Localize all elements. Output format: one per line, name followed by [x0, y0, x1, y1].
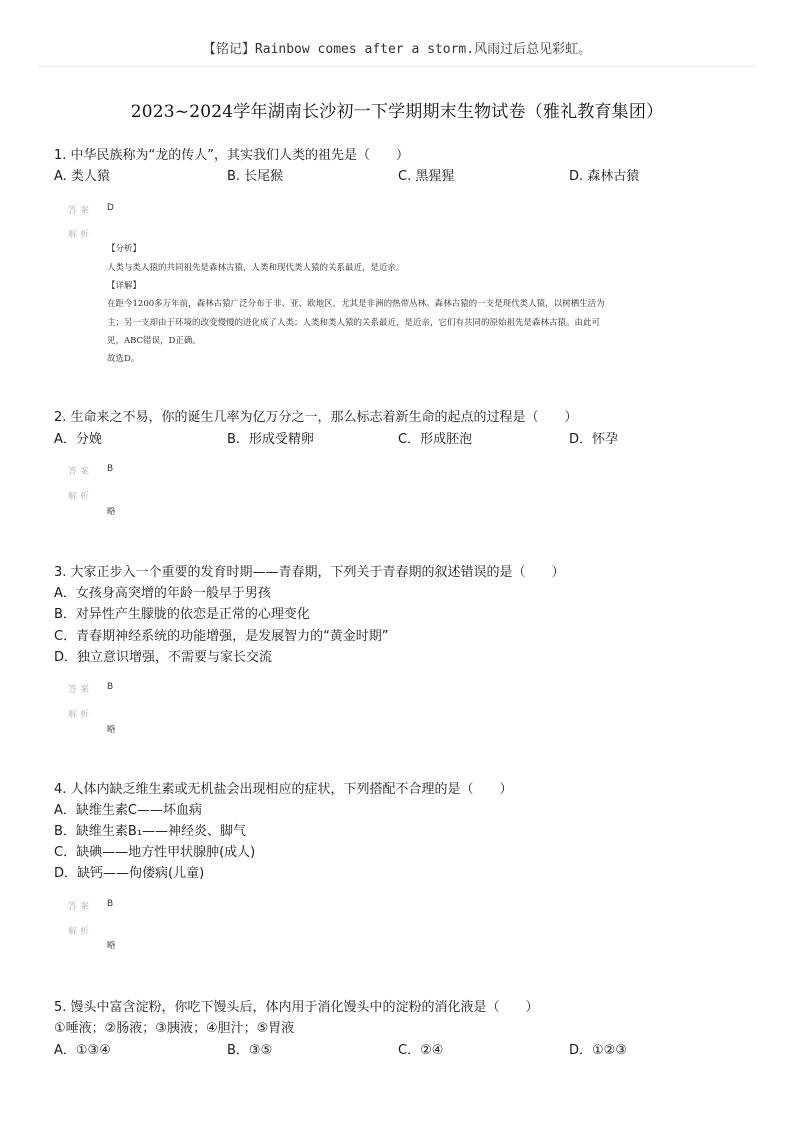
option-b: B．形成受精卵	[227, 432, 314, 447]
detail-text: 在距今1200多万年前，森林古猿广泛分布于非、亚、欧地区，尤其是非洲的热带丛林。森林古猿的一支是现代类人猿，以树栖生活为	[107, 299, 605, 309]
header-divider	[38, 66, 756, 67]
option-b: B．对异性产生朦胧的依恋是正常的心理变化	[54, 607, 310, 622]
option-c: C．青春期神经系统的功能增强，是发展智力的“黄金时期”	[54, 629, 389, 644]
question-stem: 2. 生命来之不易，你的诞生几率为亿万分之一，那么标志着新生命的起点的过程是（ ）	[54, 410, 578, 425]
option-b: B．缺维生素B₁——神经炎、脚气	[54, 824, 247, 839]
detail-tag: 【详解】	[107, 281, 142, 291]
analysis-text: 略	[107, 941, 116, 951]
answer-value: B	[107, 899, 114, 909]
answer-value: D	[107, 203, 114, 213]
header-motto: 【铭记】Rainbow comes after a storm.风雨过后总见彩虹。	[202, 42, 592, 57]
question-stem: 1. 中华民族称为“龙的传人”，其实我们人类的祖先是（ ）	[54, 148, 410, 163]
option-c: C. 黑猩猩	[398, 169, 455, 184]
option-b: B. 长尾猴	[227, 169, 284, 184]
question-stem: 5. 馒头中富含淀粉，你吃下馒头后，体内用于消化馒头中的淀粉的消化液是（ ）	[54, 1000, 539, 1015]
analysis-text: 略	[107, 507, 116, 517]
question-substatement: ①唾液；②肠液；③胰液；④胆汁；⑤胃液	[54, 1021, 295, 1036]
answer-label: 答案	[68, 685, 93, 695]
option-c: C．形成胚泡	[398, 432, 473, 447]
analysis-label: 解析	[68, 492, 93, 502]
option-b: B．③⑤	[227, 1043, 273, 1058]
detail-text: 故选D。	[107, 354, 140, 364]
answer-label: 答案	[68, 206, 93, 216]
analysis-label: 解析	[68, 927, 93, 937]
answer-value: B	[107, 682, 114, 692]
option-a: A. 类人猿	[54, 169, 110, 184]
analysis-label: 解析	[68, 710, 93, 720]
page-title: 2023~2024学年湖南长沙初一下学期期末生物试卷（雅礼教育集团）	[130, 102, 664, 122]
analysis-text: 人类与类人猿的共同祖先是森林古猿，人类和现代类人猿的关系最近，是近亲。	[107, 263, 405, 273]
answer-value: B	[107, 464, 114, 474]
detail-text: 主；另一支却由于环境的改变慢慢的进化成了人类；人类和类人猿的关系最近，是近亲，它们有共同的原始祖先是森林古猿。由此可	[107, 318, 601, 328]
detail-text: 见，ABC错误，D正确。	[107, 336, 201, 346]
option-d: D. 森林古猿	[569, 169, 640, 184]
option-c: C．缺碘——地方性甲状腺肿(成人)	[54, 845, 256, 860]
option-d: D．独立意识增强，不需要与家长交流	[54, 650, 273, 665]
option-a: A．①③④	[54, 1043, 111, 1058]
option-a: A．缺维生素C——坏血病	[54, 803, 202, 818]
answer-label: 答案	[68, 902, 93, 912]
option-d: D．①②③	[569, 1043, 627, 1058]
option-a: A．女孩身高突增的年龄一般早于男孩	[54, 586, 271, 601]
question-stem: 3. 大家正步入一个重要的发育时期——青春期，下列关于青春期的叙述错误的是（ ）	[54, 565, 565, 580]
analysis-label: 解析	[68, 230, 93, 240]
question-stem: 4. 人体内缺乏维生素或无机盐会出现相应的症状，下列搭配不合理的是（ ）	[54, 782, 513, 797]
analysis-text: 略	[107, 725, 116, 735]
analysis-tag: 【分析】	[107, 244, 142, 254]
option-d: D．怀孕	[569, 432, 619, 447]
option-a: A．分娩	[54, 432, 102, 447]
option-d: D．缺钙——佝偻病(儿童)	[54, 866, 205, 881]
option-c: C．②④	[398, 1043, 444, 1058]
answer-label: 答案	[68, 467, 93, 477]
